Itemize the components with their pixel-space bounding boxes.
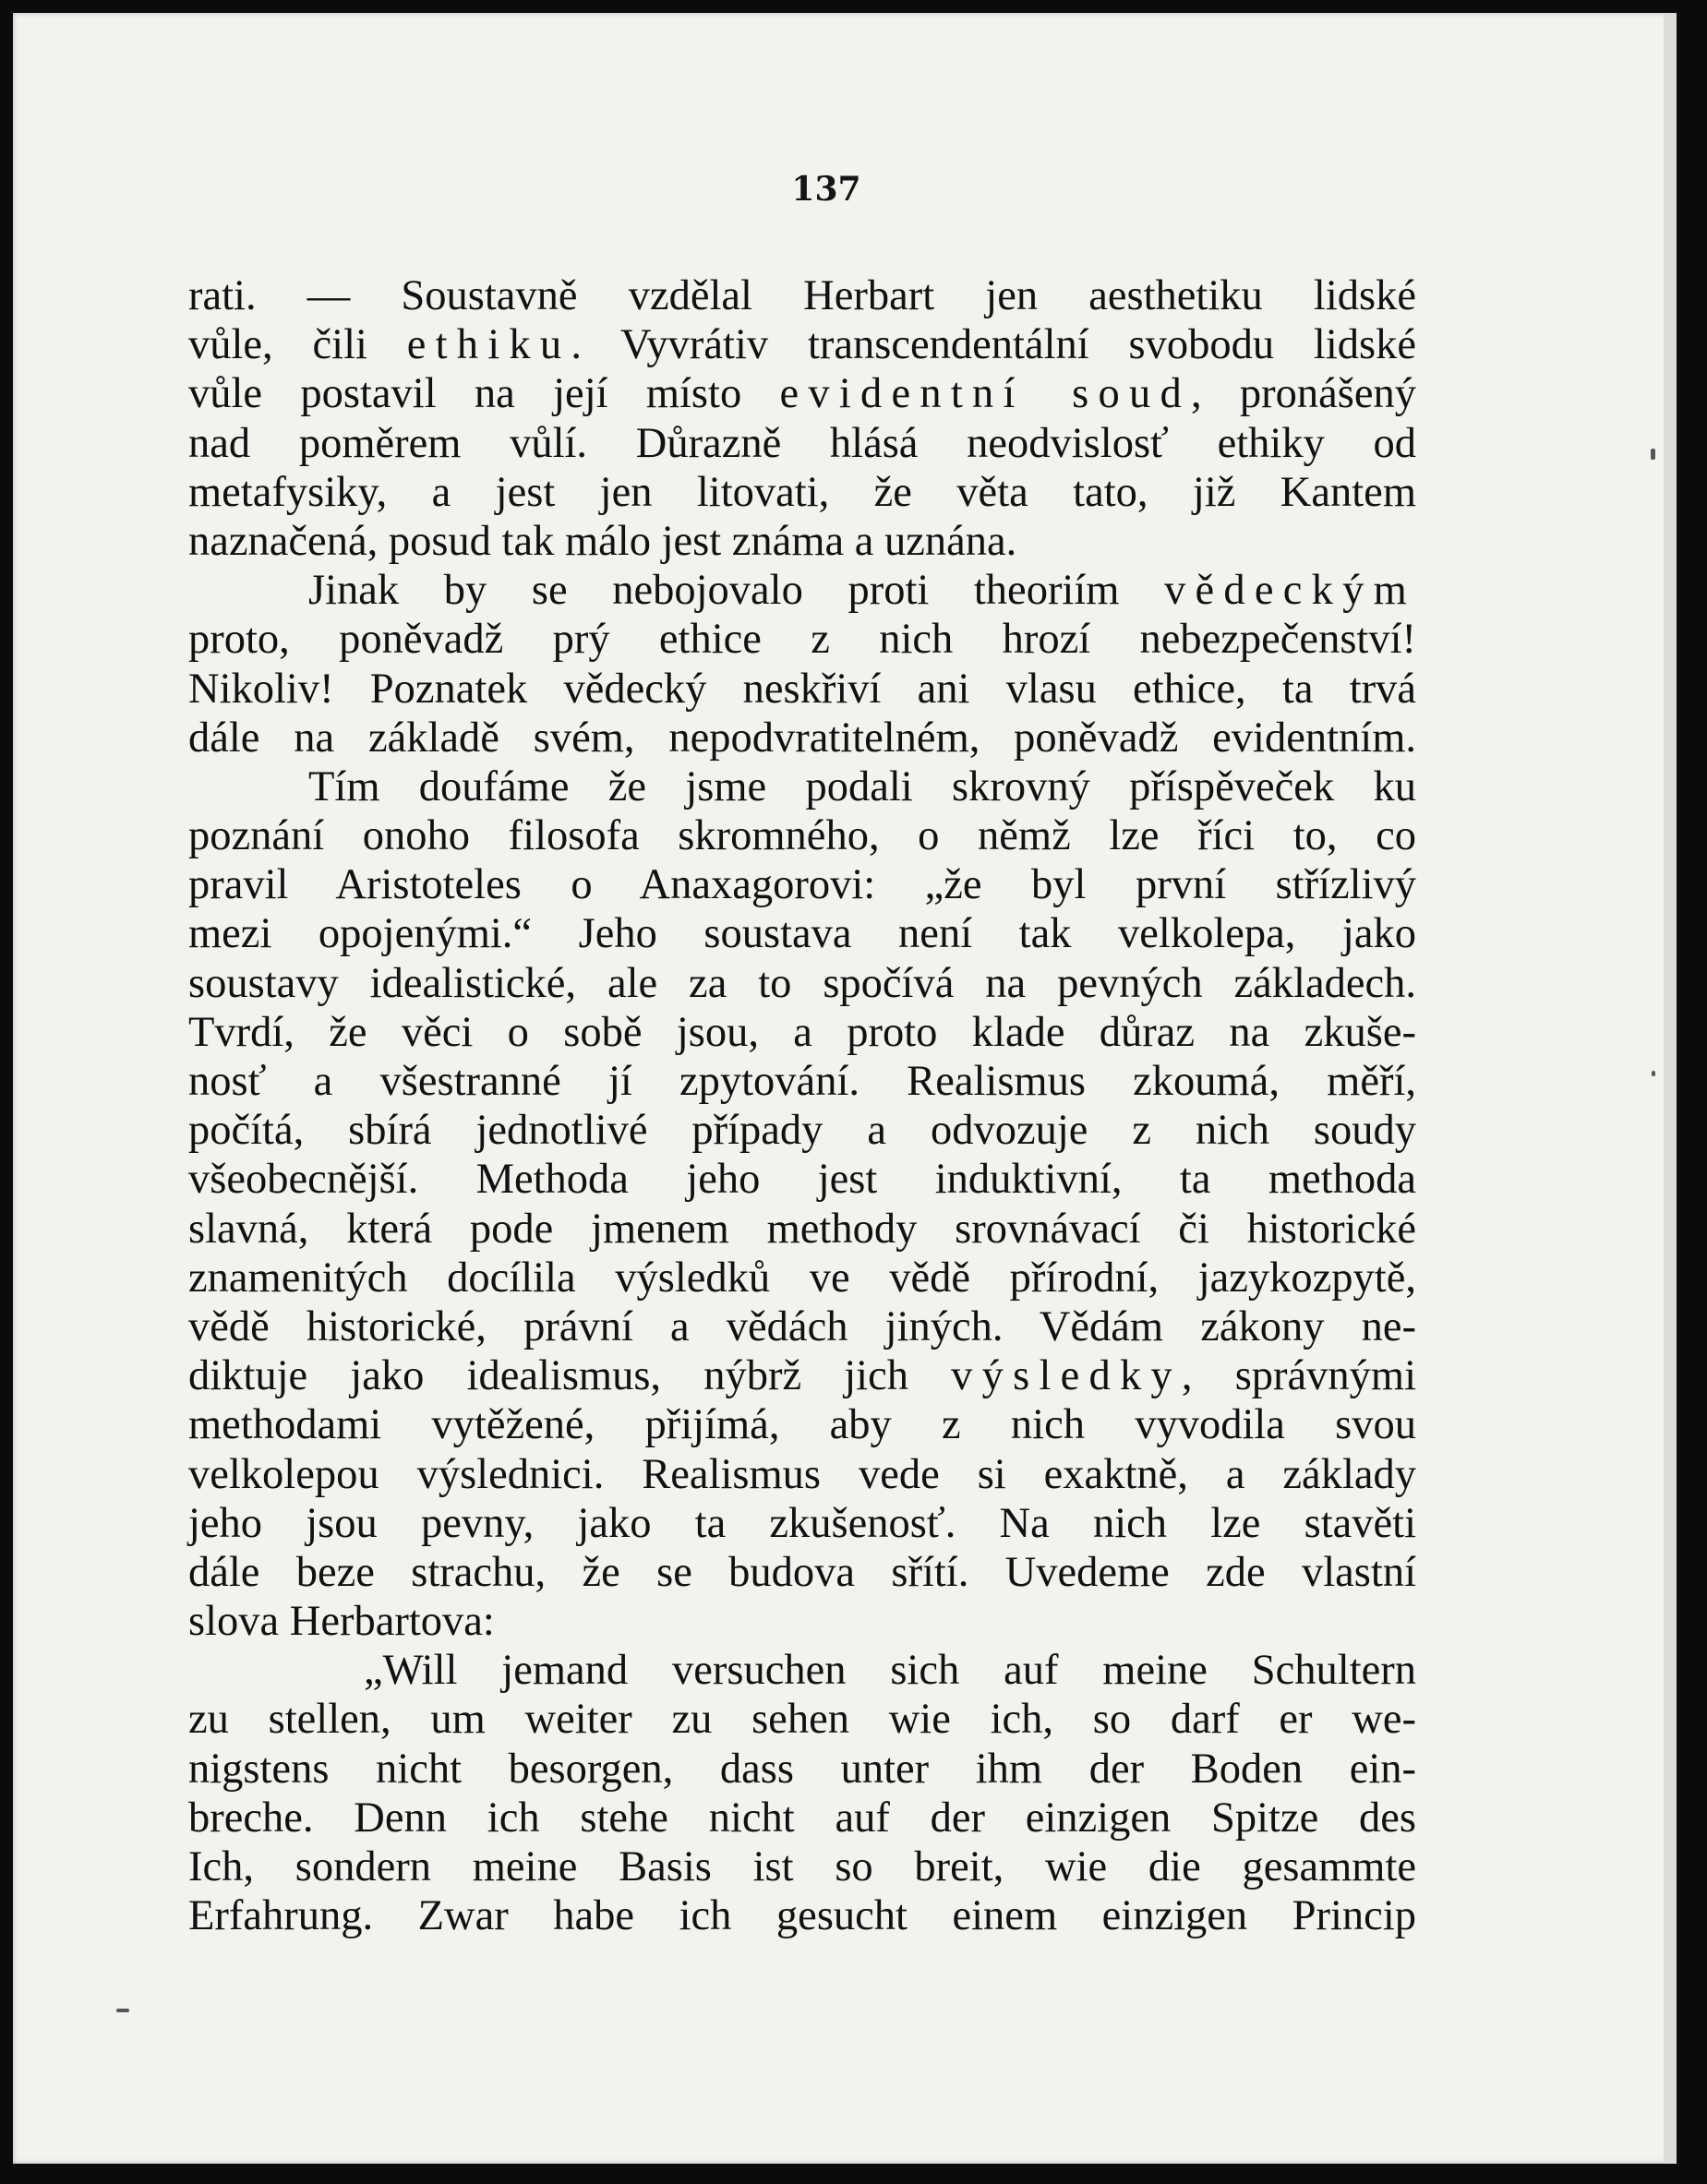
text-line: Tím doufáme že jsme podali skrovný příspěveček ku <box>308 762 1416 810</box>
text-line: znamenitých docílila výsledků ve vědě přírodní, jazykozpytě, <box>188 1254 1416 1302</box>
text-segment: vůle postavil na její místo <box>188 370 780 418</box>
body-text <box>188 271 1416 1940</box>
text-segment: , pronášený <box>1190 370 1416 418</box>
text-segment: , správnými <box>1181 1352 1417 1400</box>
speck-mark <box>1651 449 1655 460</box>
text-line: slavná, která pode jmenem methody srovnávací či historické <box>188 1205 1416 1253</box>
spaced-emphasis: vědeckým <box>1164 567 1416 615</box>
text-line: pravil Aristoteles o Anaxagorovi: „že byl první střízlivý <box>188 861 1416 909</box>
text-line: Ich, sondern meine Basis ist so breit, wie die gesammte <box>188 1843 1416 1890</box>
text-line: nigstens nicht besorgen, dass unter ihm der Boden ein- <box>188 1745 1416 1793</box>
text-line: dále beze strachu, že se budova sřítí. Uvedeme zde vlastní <box>188 1548 1416 1596</box>
text-line: „Will jemand versuchen sich auf meine Schultern <box>364 1647 1416 1695</box>
text-line: poznání onoho filosofa skromného, o němž lze říci to, co <box>188 812 1416 860</box>
text-segment: vůle, čili <box>188 321 407 369</box>
text-line: rati. — Soustavně vzdělal Herbart jen aesthetiku lidské <box>188 272 1416 319</box>
text-line: mezi opojenými.“ Jeho soustava není tak velkolepa, jako <box>188 910 1416 958</box>
text-line: počítá, sbírá jednotlivé případy a odvozuje z nich soudy <box>188 1107 1416 1155</box>
text-line: methodami vytěžené, přijímá, aby z nich vyvodila svou <box>188 1401 1416 1449</box>
text-segment: Jinak by se nebojovalo proti theoriím <box>308 567 1165 615</box>
text-line: dále na základě svém, nepodvratitelném, poněvadž evidentním. <box>188 714 1416 762</box>
text-line: nad poměrem vůlí. Důrazně hlásá neodvislosť ethiky od <box>188 419 1416 467</box>
text-line: soustavy idealistické, ale za to spočívá na pevných základech. <box>188 959 1416 1007</box>
speck-mark <box>1652 1071 1655 1076</box>
book-page <box>13 13 1677 2164</box>
text-segment: . Vyvrátiv transcendentální svobodu lidské <box>571 321 1416 369</box>
text-line: vědě historické, právní a vědách jiných. Vědám zákony ne- <box>188 1302 1416 1350</box>
spaced-emphasis: ethiku <box>406 321 571 369</box>
text-line: jeho jsou pevny, jako ta zkušenosť. Na nich lze stavěti <box>188 1499 1416 1547</box>
text-line: Tvrdí, že věci o sobě jsou, a proto klade důraz na zkuše- <box>188 1008 1416 1056</box>
text-line: proto, poněvadž prý ethice z nich hrozí nebezpečenství! <box>188 616 1416 664</box>
text-line: nosť a všestranné jí zpytování. Realismus zkoumá, měří, <box>188 1058 1416 1105</box>
spaced-emphasis: evidentní soud <box>779 370 1191 418</box>
text-segment: diktuje jako idealismus, nýbrž jich <box>188 1352 952 1400</box>
speck-mark <box>116 2009 129 2012</box>
text-line: velkolepou výslednici. Realismus vede si exaktně, a základy <box>188 1450 1416 1498</box>
text-line <box>188 320 1416 369</box>
text-line: naznačená, posud tak málo jest známa a uznána. <box>188 517 1017 565</box>
page-edge <box>1664 13 1677 2164</box>
text-line: slova Herbartova: <box>188 1598 495 1646</box>
text-line: Nikoliv! Poznatek vědecký neskřiví ani vlasu ethice, ta trvá <box>188 665 1416 713</box>
page-number: 137 <box>791 170 861 209</box>
text-line: breche. Denn ich stehe nicht auf der einzigen Spitze des <box>188 1794 1416 1842</box>
text-line: metafysiky, a jest jen litovati, že věta tato, již Kantem <box>188 468 1416 516</box>
text-line <box>188 1351 1416 1400</box>
text-line: Erfahrung. Zwar habe ich gesucht einem einzigen Princip <box>188 1892 1416 1940</box>
text-line <box>188 566 1416 615</box>
text-line <box>188 369 1416 418</box>
text-line: zu stellen, um weiter zu sehen wie ich, so darf er we- <box>188 1696 1416 1744</box>
text-line: všeobecnější. Methoda jeho jest induktivní, ta methoda <box>188 1156 1416 1204</box>
spaced-emphasis: výsledky <box>951 1352 1182 1400</box>
